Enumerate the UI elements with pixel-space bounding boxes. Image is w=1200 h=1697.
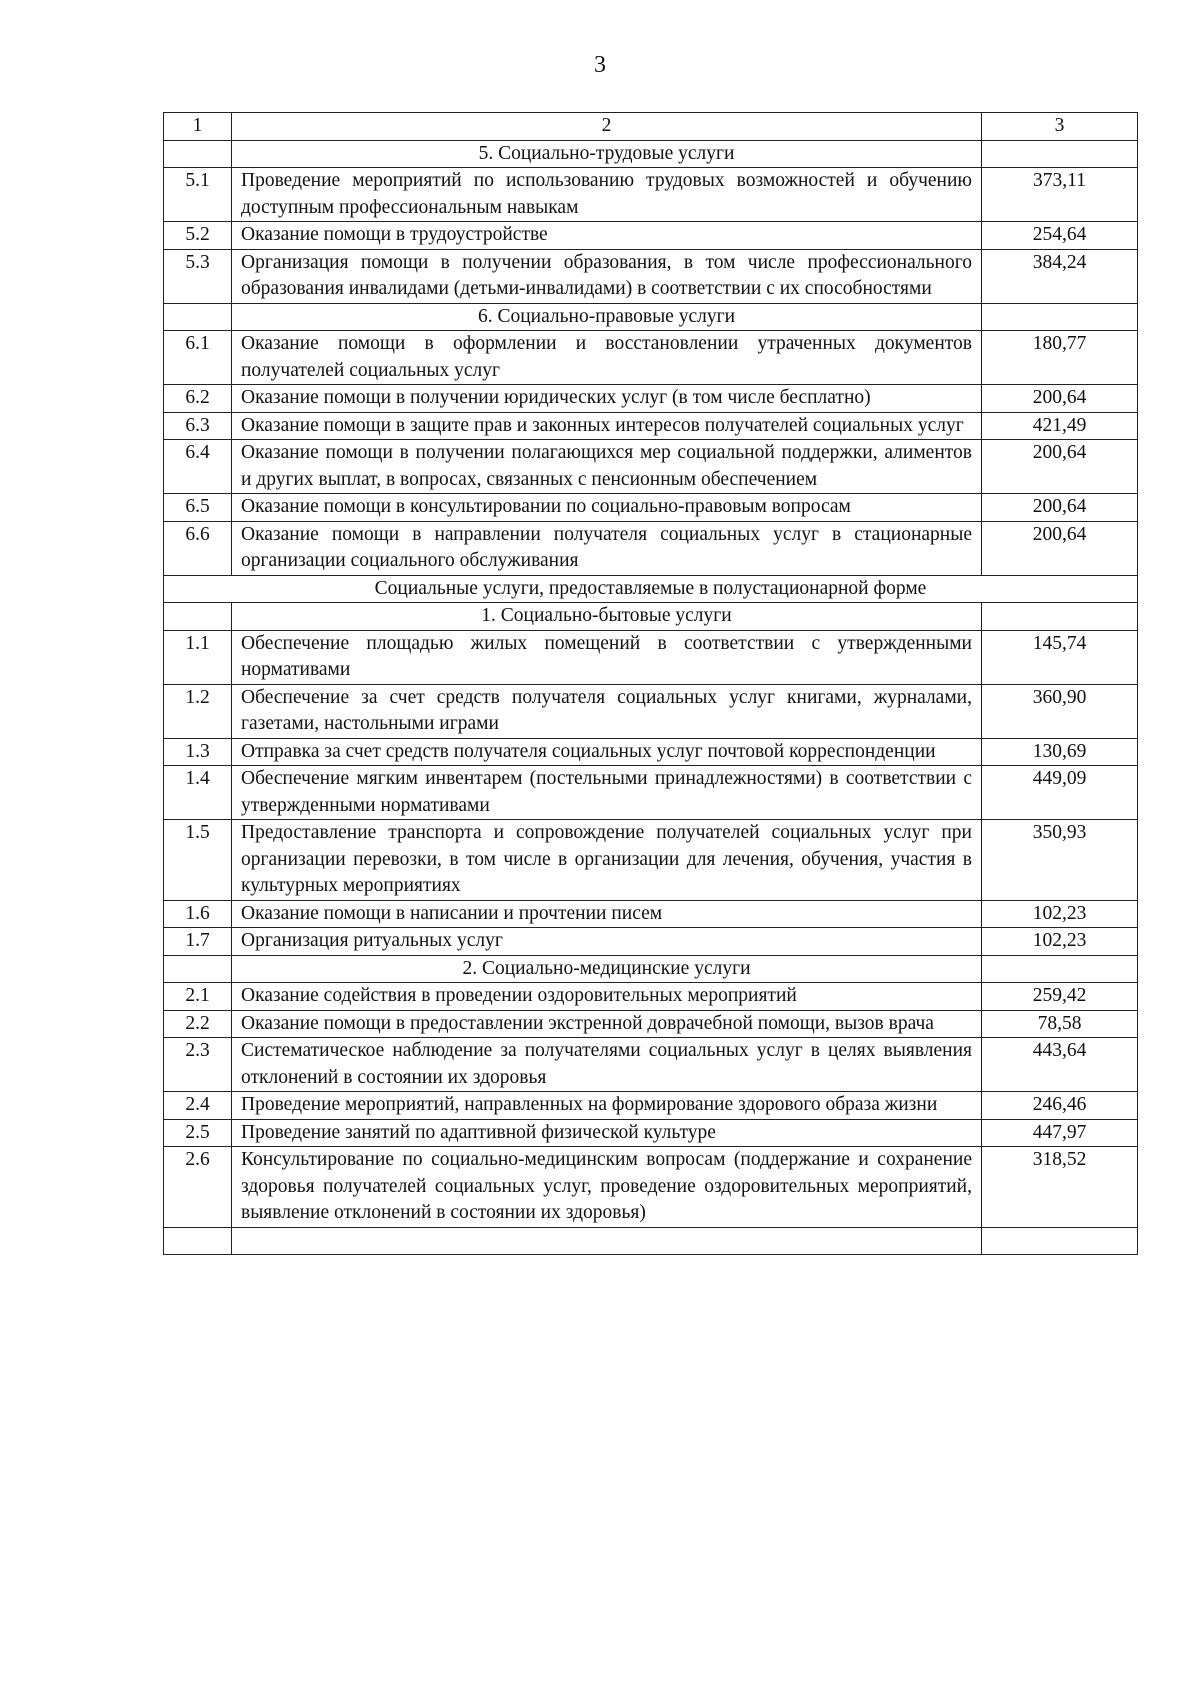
section-empty-cell [164,955,232,983]
form-heading-row [164,575,1138,603]
empty-cell [982,1227,1138,1254]
table-row [164,222,1138,250]
service-number: 1.2 [164,684,232,738]
service-number: 2.3 [164,1038,232,1092]
service-number: 1.5 [164,820,232,901]
table-row [164,440,1138,494]
empty-cell [164,1227,232,1254]
section-empty-cell [164,303,232,331]
table-row [164,630,1138,684]
service-number: 2.5 [164,1119,232,1147]
service-number: 5.1 [164,168,232,222]
service-number: 6.2 [164,385,232,413]
service-number: 1.3 [164,738,232,766]
section-heading: 1. Социально-бытовые услуги [232,603,982,631]
column-number-3: 3 [982,113,1138,141]
service-number: 6.4 [164,440,232,494]
service-tariff: 373,11 [982,168,1138,222]
service-tariff: 102,23 [982,928,1138,956]
service-tariff: 200,64 [982,494,1138,522]
section-heading: 2. Социально-медицинские услуги [232,955,982,983]
service-description: Оказание помощи в предоставлении экстренной доврачебной помощи, вызов врача [232,1010,982,1038]
section-empty-cell [982,303,1138,331]
service-tariff: 384,24 [982,249,1138,303]
service-description: Отправка за счет средств получателя социальных услуг почтовой корреспонденции [232,738,982,766]
service-description: Оказание помощи в консультировании по социально-правовым вопросам [232,494,982,522]
service-number: 6.3 [164,412,232,440]
service-description: Оказание помощи в получении полагающихся мер социальной поддержки, алиментов и других выплат, в вопросах, связанных с пенсионным обеспечением [232,440,982,494]
form-heading: Социальные услуги, предоставляемые в полустационарной форме [164,575,1138,603]
service-tariff: 78,58 [982,1010,1138,1038]
service-number: 1.4 [164,766,232,820]
section-heading: 5. Социально-трудовые услуги [232,140,982,168]
service-tariff: 200,64 [982,385,1138,413]
service-tariff: 200,64 [982,440,1138,494]
section-empty-cell [982,603,1138,631]
service-tariff: 102,23 [982,900,1138,928]
service-description: Организация ритуальных услуг [232,928,982,956]
table-row [164,766,1138,820]
service-description: Организация помощи в получении образования, в том числе профессионального образования инвалидами (детьми-инвалидами) в соответствии с их способностями [232,249,982,303]
service-description: Оказание помощи в направлении получателя социальных услуг в стационарные организации социального обслуживания [232,521,982,575]
service-tariff: 421,49 [982,412,1138,440]
service-description: Оказание помощи в написании и прочтении писем [232,900,982,928]
table-body [164,113,1138,1255]
tariff-table [163,112,1138,1255]
service-tariff: 200,64 [982,521,1138,575]
column-number-row [164,113,1138,141]
service-number: 6.5 [164,494,232,522]
table-row [164,738,1138,766]
service-tariff: 443,64 [982,1038,1138,1092]
service-number: 6.1 [164,331,232,385]
service-tariff: 246,46 [982,1092,1138,1120]
table-row [164,385,1138,413]
service-number: 1.1 [164,630,232,684]
service-description: Проведение мероприятий, направленных на формирование здорового образа жизни [232,1092,982,1120]
page-number: 3 [594,52,606,78]
table-row [164,820,1138,901]
service-description: Проведение мероприятий по использованию трудовых возможностей и обучению доступным профессиональным навыкам [232,168,982,222]
service-tariff: 254,64 [982,222,1138,250]
service-description: Обеспечение мягким инвентарем (постельными принадлежностями) в соответствии с утвержденными нормативами [232,766,982,820]
service-number: 2.4 [164,1092,232,1120]
empty-cell [232,1227,982,1254]
service-description: Обеспечение за счет средств получателя социальных услуг книгами, журналами, газетами, настольными играми [232,684,982,738]
service-description: Проведение занятий по адаптивной физической культуре [232,1119,982,1147]
service-tariff: 350,93 [982,820,1138,901]
table-row [164,168,1138,222]
table-row [164,1092,1138,1120]
table-row [164,521,1138,575]
service-description: Оказание помощи в защите прав и законных интересов получателей социальных услуг [232,412,982,440]
service-description: Оказание помощи в трудоустройстве [232,222,982,250]
section-heading-row [164,603,1138,631]
section-empty-cell [164,140,232,168]
service-number: 5.2 [164,222,232,250]
service-description: Обеспечение площадью жилых помещений в соответствии с утвержденными нормативами [232,630,982,684]
table-row [164,249,1138,303]
table-row [164,1147,1138,1228]
service-tariff: 145,74 [982,630,1138,684]
service-description: Систематическое наблюдение за получателями социальных услуг в целях выявления отклонений в состоянии их здоровья [232,1038,982,1092]
service-number: 6.6 [164,521,232,575]
table-row [164,684,1138,738]
table-row [164,928,1138,956]
section-empty-cell [982,140,1138,168]
table-row [164,412,1138,440]
service-description: Оказание помощи в получении юридических услуг (в том числе бесплатно) [232,385,982,413]
service-tariff: 318,52 [982,1147,1138,1228]
table-row [164,1010,1138,1038]
service-tariff: 130,69 [982,738,1138,766]
table-row [164,331,1138,385]
service-description: Оказание помощи в оформлении и восстановлении утраченных документов получателей социальных услуг [232,331,982,385]
table-row [164,900,1138,928]
service-number: 1.6 [164,900,232,928]
service-number: 2.6 [164,1147,232,1228]
section-heading-row [164,303,1138,331]
column-number-1: 1 [164,113,232,141]
table-row [164,1038,1138,1092]
section-empty-cell [164,603,232,631]
column-number-2: 2 [232,113,982,141]
service-tariff: 449,09 [982,766,1138,820]
service-number: 1.7 [164,928,232,956]
table-row [164,1119,1138,1147]
service-tariff: 447,97 [982,1119,1138,1147]
table-tail-row [164,1227,1138,1254]
service-description: Предоставление транспорта и сопровождение получателей социальных услуг при организации перевозки, в том числе в организации для лечения, обучения, участия в культурных мероприятиях [232,820,982,901]
service-tariff: 259,42 [982,983,1138,1011]
section-heading: 6. Социально-правовые услуги [232,303,982,331]
table-row [164,983,1138,1011]
table-row [164,494,1138,522]
service-description: Консультирование по социально-медицинским вопросам (поддержание и сохранение здоровья получателей социальных услуг, проведение оздоровительных мероприятий, выявление отклонений в состоянии их здоровья) [232,1147,982,1228]
service-number: 5.3 [164,249,232,303]
section-heading-row [164,140,1138,168]
service-number: 2.2 [164,1010,232,1038]
service-tariff: 360,90 [982,684,1138,738]
section-heading-row [164,955,1138,983]
service-tariff: 180,77 [982,331,1138,385]
service-description: Оказание содействия в проведении оздоровительных мероприятий [232,983,982,1011]
service-number: 2.1 [164,983,232,1011]
section-empty-cell [982,955,1138,983]
